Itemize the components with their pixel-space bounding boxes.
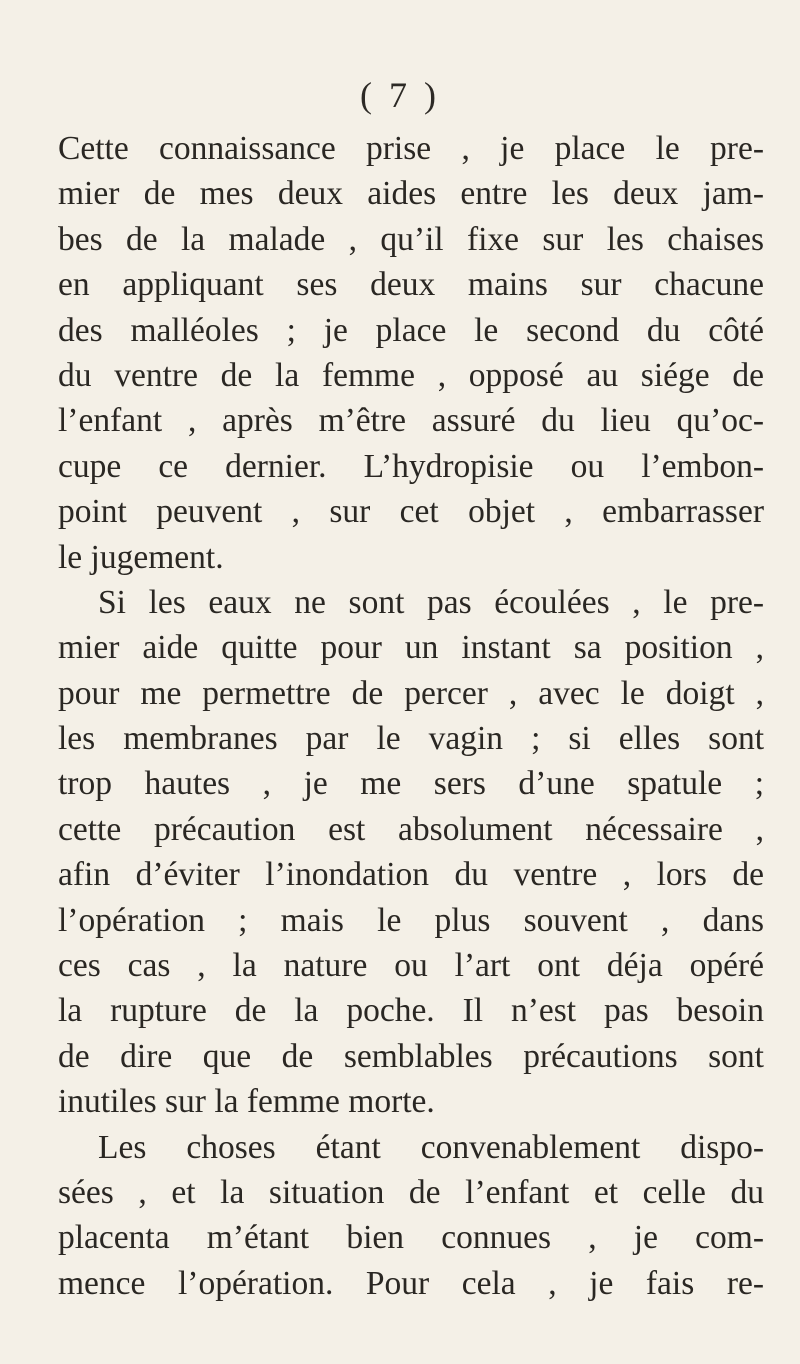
text-line: les membranes par le vagin ; si elles sont (58, 720, 764, 758)
text-line: l’enfant , après m’être assuré du lieu qu’oc- (58, 402, 764, 440)
paragraph-end-line: inutiles sur la femme morte. (58, 1083, 435, 1121)
text-line: point peuvent , sur cet objet , embarrasser (58, 493, 764, 531)
text-line: placenta m’étant bien connues , je com- (58, 1219, 764, 1257)
text-line: Cette connaissance prise , je place le pre- (58, 130, 764, 167)
text-line: mier de mes deux aides entre les deux jam- (58, 175, 764, 213)
text-line: du ventre de la femme , opposé au siége de (58, 356, 764, 394)
text-line: la rupture de la poche. Il n’est pas besoin (58, 992, 764, 1030)
text-line: cupe ce dernier. L’hydropisie ou l’embon- (58, 447, 764, 485)
text-line: mier aide quitte pour un instant sa position , (58, 629, 764, 667)
text-line: Les choses étant convenablement dispo- (98, 1128, 764, 1166)
page-number: ( 7 ) (360, 75, 440, 115)
text-line: pour me permettre de percer , avec le doigt , (58, 674, 764, 712)
text-line: sées , et la situation de l’enfant et celle du (58, 1173, 764, 1211)
text-line: en appliquant ses deux mains sur chacune (58, 266, 764, 304)
paragraph-end-line: le jugement. (58, 538, 224, 576)
text-line: trop hautes , je me sers d’une spatule ; (58, 765, 764, 803)
body-text (58, 126, 764, 1306)
text-line: ces cas , la nature ou l’art ont déja opéré (58, 947, 764, 985)
text-line: mence l’opération. Pour cela , je fais re- (58, 1264, 764, 1302)
text-line: afin d’éviter l’inondation du ventre , lors de (58, 856, 764, 894)
text-line: des malléoles ; je place le second du côté (58, 311, 764, 349)
text-line: cette précaution est absolument nécessaire , (58, 810, 764, 848)
text-line: bes de la malade , qu’il fixe sur les chaises (58, 220, 764, 258)
text-line: Si les eaux ne sont pas écoulées , le pre- (98, 583, 764, 621)
text-line: de dire que de semblables précautions sont (58, 1037, 764, 1075)
text-line: l’opération ; mais le plus souvent , dans (58, 901, 764, 939)
